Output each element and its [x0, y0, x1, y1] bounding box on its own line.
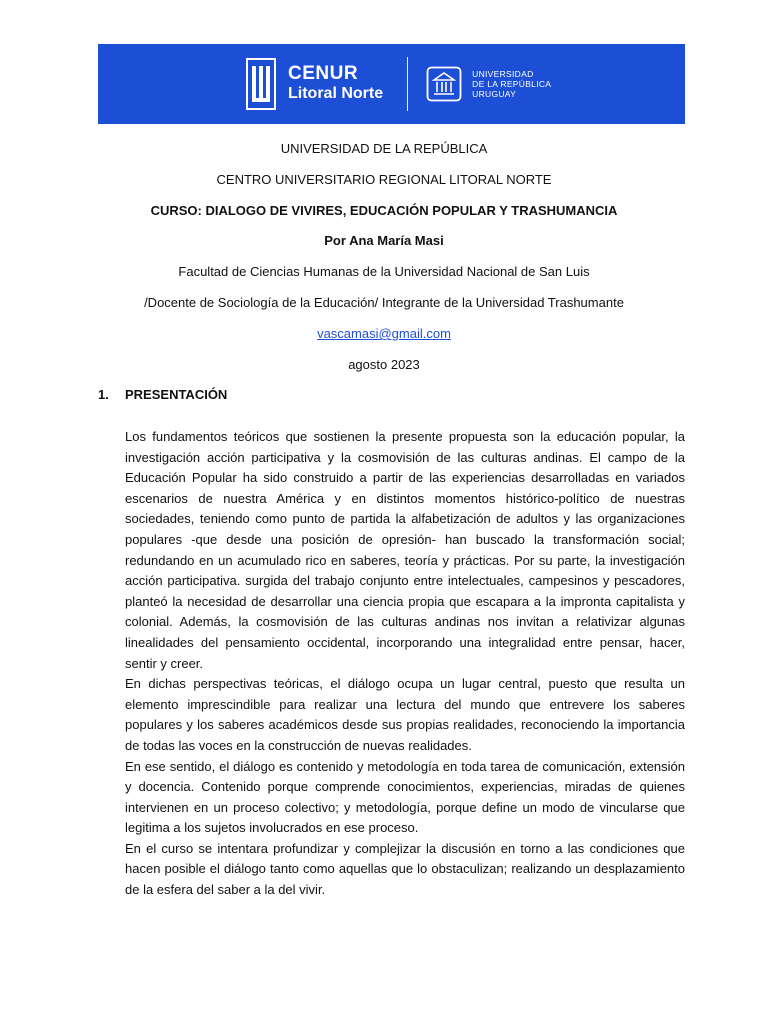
section-title: PRESENTACIÓN	[125, 387, 228, 402]
cenur-logo-icon	[246, 58, 276, 110]
role-line: /Docente de Sociología de la Educación/ Integrante de la Universidad Trashumante	[144, 295, 624, 310]
header-banner	[98, 44, 685, 124]
udelar-wordmark	[472, 69, 551, 99]
cenur-line1: CENUR	[288, 63, 359, 84]
date-line: agosto 2023	[348, 357, 420, 372]
presentation-body	[125, 427, 685, 901]
center-name: CENTRO UNIVERSITARIO REGIONAL LITORAL NORTE	[216, 172, 552, 187]
paragraph: En ese sentido, el diálogo es contenido y metodología en toda tarea de comunicación, extensión y docencia. Contenido porque comprende conocimientos, experiencias, miradas de quienes intervienen en un proceso colectivo; y metodología, porque define un modo de vincularse que legitima a los sujetos involucrados en ese proceso.	[125, 758, 685, 836]
cenur-wordmark	[288, 64, 383, 104]
cenur-line2: Litoral Norte	[288, 85, 384, 102]
banner-divider	[407, 57, 408, 111]
section-number: 1.	[98, 387, 109, 402]
course-title: CURSO: DIALOGO DE VIVIRES, EDUCACIÓN POPULAR Y TRASHUMANCIA	[150, 203, 618, 218]
email-row	[0, 326, 768, 342]
paragraph: En el curso se intentara profundizar y complejizar la discusión en torno a las condiciones que hacen posible el diálogo tanto como aquellas que lo obstaculizan; realizando un desplazamiento de la esfera del saber a la del vivir.	[125, 840, 685, 898]
udelar-line1: UNIVERSIDAD	[472, 69, 534, 79]
udelar-seal-icon	[426, 66, 462, 102]
paragraph: Los fundamentos teóricos que sostienen la presente propuesta son la educación popular, la investigación acción participativa y la cosmovisión de las culturas andinas. El campo de la Educación Popular ha sido construido a partir de las experiencias desarrolladas en variados escenarios de nuestra América y en distintos momentos histórico-político de nuestras sociedades, teniendo como punto de partida la alfabetización de adultos y las organizaciones populares -que desde una posición de opresión- han buscado la transformación social; redundando en un acumulado rico en saberes, teoría y prácticas. Por su parte, la investigación acción participativa. surgida del trabajo conjunto entre intelectuales, campesinos y pescadores, planteó la necesidad de desarrollar una ciencia propia que escapara a la impronta capitalista y colonial. Además, la cosmovisión de las culturas andinas nos invitan a relativizar algunas linealidades del pensamiento occidental, incorporando una integralidad entre pensar, hacer, sentir y creer.	[125, 429, 685, 671]
section-heading	[98, 387, 227, 402]
university-name: UNIVERSIDAD DE LA REPÚBLICA	[280, 141, 488, 156]
paragraph: En dichas perspectivas teóricas, el diálogo ocupa un lugar central, puesto que resulta un elemento imprescindible para realizar una lectura del mundo que entrevere los saberes populares y los saberes académicos desde sus propias realidades, reconociendo la importancia de todas las voces en la construcción de nuevas realidades.	[125, 676, 685, 753]
author-line: Por Ana María Masi	[324, 233, 444, 248]
udelar-line2: DE LA REPÚBLICA	[472, 79, 552, 89]
email-link[interactable]: vascamasi@gmail.com	[317, 326, 451, 341]
faculty-line: Facultad de Ciencias Humanas de la Universidad Nacional de San Luis	[178, 264, 590, 279]
udelar-line3: URUGUAY	[472, 89, 517, 99]
